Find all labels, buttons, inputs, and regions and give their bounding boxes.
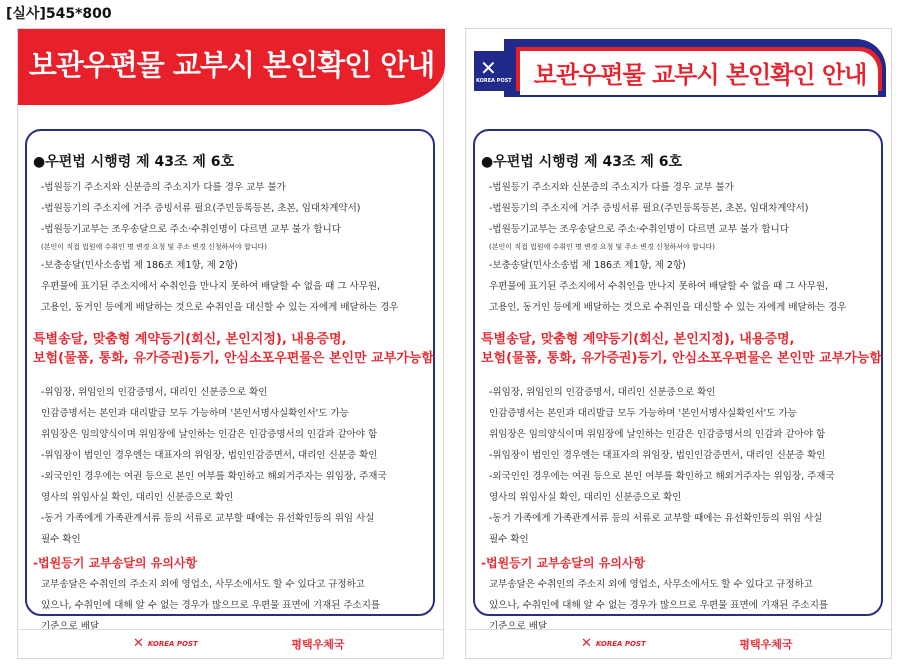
note-line: (본인이 직접 법원에 수취인 명 변경 요청 및 주소 변경 신청하셔야 합니다) [489,243,716,251]
text-line: 기준으로 배달 [489,621,548,632]
text-line: -법원등기교부는 조우송달으로 주소·수취인명이 다르면 교부 불가 합니다 [41,224,341,235]
text-line: -법원등기의 주소지에 거주 증빙서류 필요(주민등록등본, 초본, 임대차계약서) [41,203,361,214]
text-line: -동거 가족에게 가족관계서류 등의 서류로 교부할 때에는 유선확인등의 위임 사실 [41,513,375,524]
header-banner [18,29,445,105]
post-office-name: 평택우체국 [739,638,793,651]
text-line: -외국인인 경우에는 여권 등으로 본인 여부를 확인하고 해외거주자는 위임장, 주재국 [41,471,387,482]
poster-title: 보관우편물 교부시 본인확인 안내 [533,61,867,89]
text-line: 기준으로 배달 [41,621,100,632]
text-line: -위임장, 위임인의 인감증명서, 대리인 신분증으로 확인 [41,387,268,398]
highlight-heading: 특별송달, 맞춤형 계약등기(회신, 본인지정), 내용증명, [33,332,347,347]
text-line: 있으나, 수취인에 대해 알 수 없는 경우가 많으므로 우편물 표면에 기재된 주소지를 [489,600,829,611]
korea-post-logo: ✕ KOREA POST [474,51,514,91]
text-line: 위임장은 임의양식이며 위임장에 날인하는 인감은 인감증명서의 인감과 같아야 함 [41,429,378,440]
text-line: -법원등기 주소지와 신분증의 주소지가 다를 경우 교부 불가 [489,182,734,193]
poster-footer [18,629,445,658]
content-box [25,129,435,632]
poster-footer [466,629,893,658]
text-line: 우편물에 표기된 주소지에서 수취인을 만나지 못하여 배달할 수 없을 때 그 사무원, [41,281,381,292]
text-line: -동거 가족에게 가족관계서류 등의 서류로 교부할 때에는 유선확인등의 위임 사실 [489,513,823,524]
text-line: 필수 확인 [489,534,529,545]
text-line: 교부송달은 수취인의 주소지 외에 영업소, 사무소에서도 할 수 있다고 규정하고 [41,579,365,590]
text-line: -법원등기의 주소지에 거주 증빙서류 필요(주민등록등본, 초본, 임대차계약서) [489,203,809,214]
highlight-heading: 보험(물품, 통화, 유가증권)등기, 안심소포우편물은 본인만 교부가능함 [33,351,434,366]
content-box [473,129,883,632]
poster-title: 보관우편물 교부시 본인확인 안내 [28,48,435,82]
header-banner [474,33,886,101]
poster-logo-header [465,28,892,659]
text-line: 교부송달은 수취인의 주소지 외에 영업소, 사무소에서도 할 수 있다고 규정하고 [489,579,813,590]
text-line: 필수 확인 [41,534,81,545]
post-office-name: 평택우체국 [291,638,345,651]
text-line: -위임장이 법인인 경우엔는 대표자의 위임장, 법인인감증면서, 대리인 신분증 확인 [489,450,826,461]
text-line: 위임장은 임의양식이며 위임장에 날인하는 인감은 인감증명서의 인감과 같아야 함 [489,429,826,440]
caution-heading: -법원등기 교부송달의 유의사항 [33,556,198,570]
text-line: 있으나, 수취인에 대해 알 수 없는 경우가 많으므로 우편물 표면에 기재된 주소지를 [41,600,381,611]
highlight-heading: 보험(물품, 통화, 유가증권)등기, 안심소포우편물은 본인만 교부가능함 [481,351,882,366]
korea-post-icon: ✕ [581,636,592,651]
highlight-heading: 특별송달, 맞춤형 계약등기(회신, 본인지정), 내용증명, [481,332,795,347]
text-line: 고용인, 동거인 등에게 배달하는 것으로 수취인을 대신할 수 있는 자에게 배달하는 경우 [41,302,399,313]
text-line: 우편물에 표기된 주소지에서 수취인을 만나지 못하여 배달할 수 없을 때 그 사무원, [489,281,829,292]
text-line: -법원등기 주소지와 신분증의 주소지가 다를 경우 교부 불가 [41,182,286,193]
text-line: 영사의 위임사실 확인, 대리인 신분증으로 확인 [41,492,234,503]
section-title: ●우편법 시행령 제 43조 제 6호 [33,154,235,170]
korea-post-icon: ✕ [480,56,497,80]
note-line: (본인이 직접 법원에 수취인 명 변경 요청 및 주소 변경 신청하셔야 합니다) [41,243,268,251]
korea-post-logo: ✕ KOREA POST [581,636,646,651]
korea-post-logo: ✕ KOREA POST [133,636,198,651]
text-line: -보충송달(민사소송법 제 186조 제1항, 제 2항) [41,260,238,271]
text-line: 인감증명서는 본인과 대리발급 모두 가능하며 '본인서명사실확인서'도 가능 [489,408,797,419]
text-line: -위임장, 위임인의 인감증명서, 대리인 신분증으로 확인 [489,387,716,398]
text-line: -보충송달(민사소송법 제 186조 제1항, 제 2항) [489,260,686,271]
text-line: 고용인, 동거인 등에게 배달하는 것으로 수취인을 대신할 수 있는 자에게 배달하는 경우 [489,302,847,313]
text-line: 인감증명서는 본인과 대리발급 모두 가능하며 '본인서명사실확인서'도 가능 [41,408,349,419]
text-line: 영사의 위임사실 확인, 대리인 신분증으로 확인 [489,492,682,503]
text-line: -법원등기교부는 조우송달으로 주소·수취인명이 다르면 교부 불가 합니다 [489,224,789,235]
size-caption: [실사]545*800 [6,6,112,22]
poster-red-header [17,28,444,659]
text-line: -위임장이 법인인 경우엔는 대표자의 위임장, 법인인감증면서, 대리인 신분증 확인 [41,450,378,461]
caution-heading: -법원등기 교부송달의 유의사항 [481,556,646,570]
korea-post-icon: ✕ [133,636,144,651]
section-title: ●우편법 시행령 제 43조 제 6호 [481,154,683,170]
text-line: -외국인인 경우에는 여권 등으로 본인 여부를 확인하고 해외거주자는 위임장, 주재국 [489,471,835,482]
